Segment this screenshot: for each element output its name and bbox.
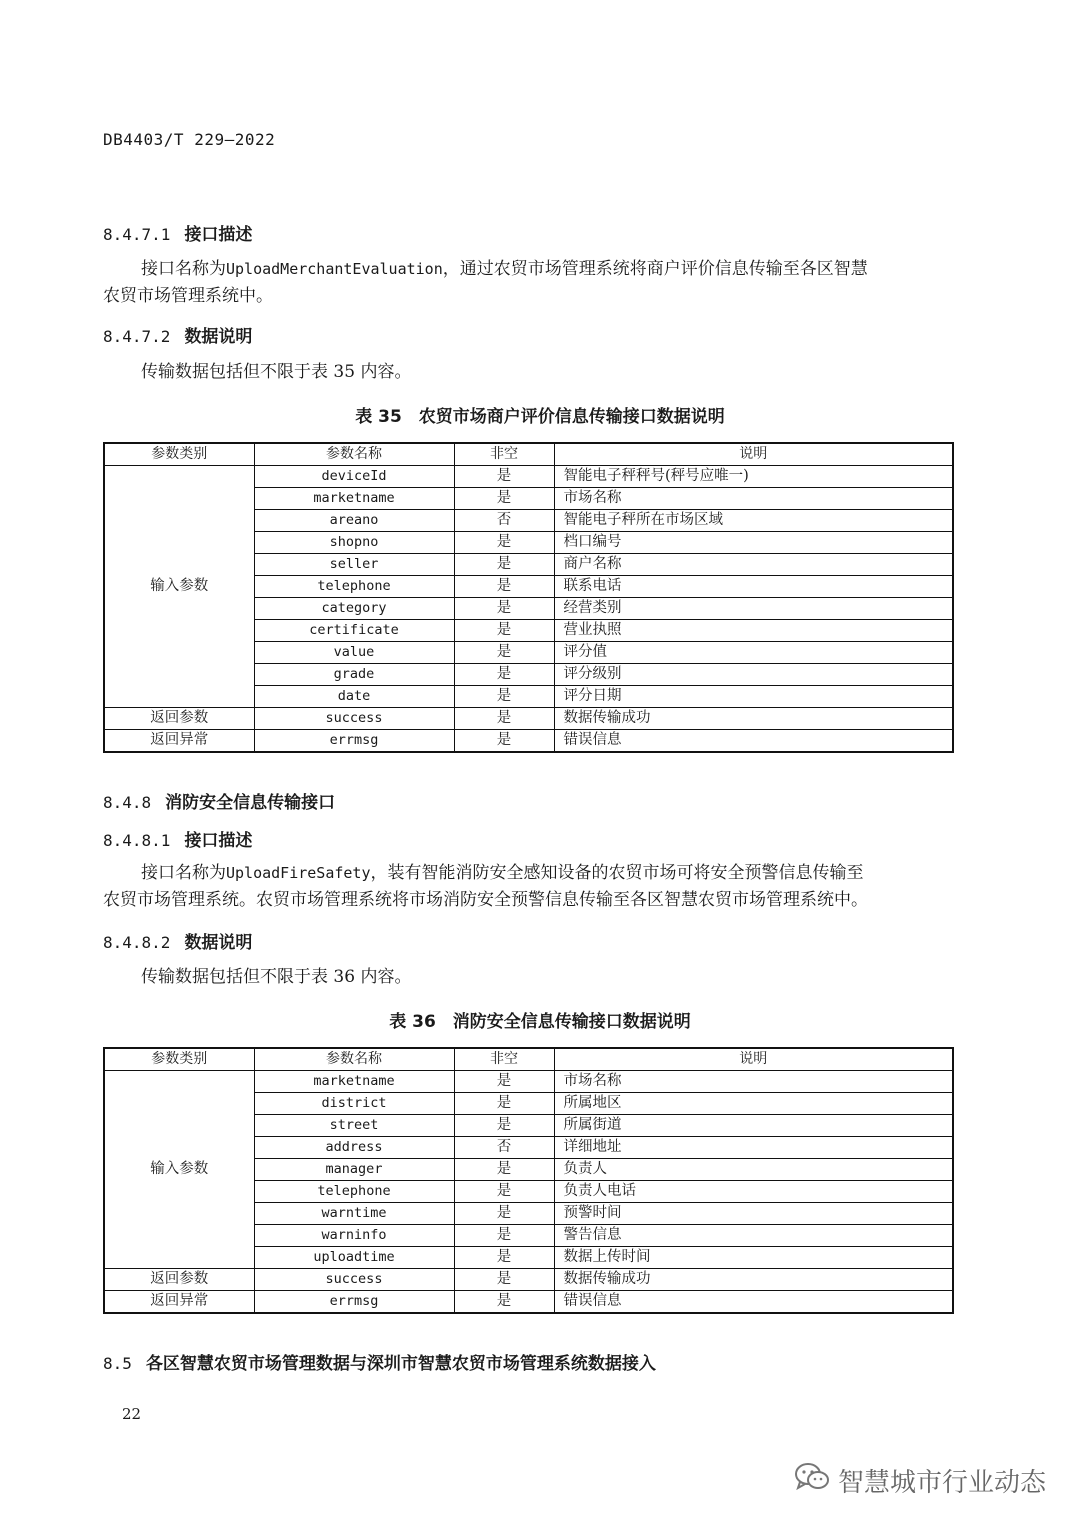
section-title: 接口描述: [184, 225, 253, 245]
section-title: 数据说明: [184, 933, 253, 953]
param-required: 是: [454, 532, 554, 554]
param-name: certificate: [254, 620, 454, 642]
param-required: 是: [454, 1071, 554, 1093]
param-name: warninfo: [254, 1225, 454, 1247]
param-description: 所属街道: [554, 1115, 953, 1137]
param-description: 负责人电话: [554, 1181, 953, 1203]
param-name: telephone: [254, 576, 454, 598]
section-number: 8.4.8.1: [103, 831, 171, 850]
text: ，装有智能消防安全感知设备的农贸市场可将安全预警信息传输至: [370, 863, 864, 883]
document-code: DB4403/T 229—2022: [103, 130, 276, 149]
param-required: 是: [454, 1247, 554, 1269]
param-required: 是: [454, 664, 554, 686]
param-name: errmsg: [254, 730, 454, 753]
param-name: manager: [254, 1159, 454, 1181]
param-name: marketname: [254, 488, 454, 510]
table-36-caption: 表 36 消防安全信息传输接口数据说明: [389, 1012, 691, 1032]
table-36: [103, 1047, 954, 1314]
table-35: [103, 442, 954, 753]
param-required: 是: [454, 1225, 554, 1247]
param-required: 是: [454, 466, 554, 488]
header-category: 参数类别: [104, 443, 254, 466]
param-name: errmsg: [254, 1291, 454, 1314]
param-name: district: [254, 1093, 454, 1115]
param-name: telephone: [254, 1181, 454, 1203]
section-number: 8.4.8.2: [103, 933, 171, 952]
section-8-4-8-heading: [103, 788, 335, 813]
param-name: success: [254, 708, 454, 730]
param-required: 是: [454, 554, 554, 576]
table-header-row: [104, 1048, 953, 1071]
param-required: 是: [454, 620, 554, 642]
param-name: street: [254, 1115, 454, 1137]
param-name: uploadtime: [254, 1247, 454, 1269]
table-row: [104, 1269, 953, 1291]
param-required: 是: [454, 598, 554, 620]
wechat-icon: [794, 1462, 830, 1499]
param-description: 数据传输成功: [554, 708, 953, 730]
api-name: UploadMerchantEvaluation: [226, 260, 443, 278]
param-required: 是: [454, 642, 554, 664]
interface-description-line-2: 农贸市场管理系统。农贸市场管理系统将市场消防安全预警信息传输至各区智慧农贸市场管理系统中。: [103, 890, 868, 910]
param-name: marketname: [254, 1071, 454, 1093]
section-8-4-7-1-heading: [103, 220, 252, 245]
param-required: 是: [454, 1115, 554, 1137]
section-number: 8.4.7.1: [103, 225, 171, 244]
param-description: 负责人: [554, 1159, 953, 1181]
param-name: success: [254, 1269, 454, 1291]
text: ，通过农贸市场管理系统将商户评价信息传输至各区智慧: [442, 259, 868, 279]
section-number: 8.4.8: [103, 793, 152, 812]
watermark-text: 智慧城市行业动态: [837, 1468, 1046, 1498]
header-description: 说明: [554, 1048, 953, 1071]
page-number: 22: [122, 1405, 142, 1423]
header-category: 参数类别: [104, 1048, 254, 1071]
param-name: value: [254, 642, 454, 664]
section-8-4-7-2-heading: [103, 322, 252, 347]
param-required: 是: [454, 488, 554, 510]
param-required: 是: [454, 730, 554, 753]
param-category: 返回参数: [104, 708, 254, 730]
header-required: 非空: [454, 443, 554, 466]
param-category: 返回参数: [104, 1269, 254, 1291]
data-description-text: 传输数据包括但不限于表 36 内容。: [141, 967, 412, 987]
param-category: 返回异常: [104, 1291, 254, 1314]
param-description: 市场名称: [554, 488, 953, 510]
param-required: 是: [454, 1203, 554, 1225]
param-description: 数据上传时间: [554, 1247, 953, 1269]
input-params-group: 输入参数: [104, 1071, 254, 1269]
interface-description-line-2: 农贸市场管理系统中。: [103, 286, 273, 306]
param-required: 是: [454, 1269, 554, 1291]
param-description: 联系电话: [554, 576, 953, 598]
table-35-caption: 表 35 农贸市场商户评价信息传输接口数据说明: [355, 407, 725, 427]
param-name: areano: [254, 510, 454, 532]
table-row: [104, 730, 953, 753]
param-required: 是: [454, 576, 554, 598]
param-description: 商户名称: [554, 554, 953, 576]
param-description: 经营类别: [554, 598, 953, 620]
param-required: 是: [454, 708, 554, 730]
param-description: 档口编号: [554, 532, 953, 554]
param-name: grade: [254, 664, 454, 686]
table-header-row: [104, 443, 953, 466]
param-required: 是: [454, 686, 554, 708]
param-description: 警告信息: [554, 1225, 953, 1247]
section-title: 接口描述: [184, 831, 253, 851]
param-category: 返回异常: [104, 730, 254, 753]
section-title: 消防安全信息传输接口: [165, 793, 336, 813]
header-name: 参数名称: [254, 1048, 454, 1071]
text: 接口名称为: [141, 863, 226, 883]
param-description: 错误信息: [554, 1291, 953, 1314]
api-name: UploadFireSafety: [226, 864, 371, 882]
param-description: 错误信息: [554, 730, 953, 753]
param-description: 市场名称: [554, 1071, 953, 1093]
section-title: 各区智慧农贸市场管理数据与深圳市智慧农贸市场管理系统数据接入: [145, 1354, 656, 1374]
param-required: 否: [454, 510, 554, 532]
param-name: warntime: [254, 1203, 454, 1225]
section-8-4-8-1-heading: [103, 826, 252, 851]
table-row: [104, 466, 953, 488]
param-required: 是: [454, 1093, 554, 1115]
param-description: 智能电子秤所在市场区域: [554, 510, 953, 532]
param-required: 否: [454, 1137, 554, 1159]
param-description: 详细地址: [554, 1137, 953, 1159]
header-description: 说明: [554, 443, 953, 466]
param-required: 是: [454, 1181, 554, 1203]
interface-description-line-1: [141, 256, 868, 283]
section-title: 数据说明: [184, 327, 253, 347]
text: 接口名称为: [141, 259, 226, 279]
param-description: 智能电子秤秤号(秤号应唯一): [554, 466, 953, 488]
param-description: 所属地区: [554, 1093, 953, 1115]
param-description: 预警时间: [554, 1203, 953, 1225]
header-name: 参数名称: [254, 443, 454, 466]
header-required: 非空: [454, 1048, 554, 1071]
param-name: date: [254, 686, 454, 708]
param-name: address: [254, 1137, 454, 1159]
param-description: 营业执照: [554, 620, 953, 642]
table-row: [104, 1291, 953, 1314]
watermark: [794, 1462, 1046, 1499]
param-required: 是: [454, 1291, 554, 1314]
table-row: [104, 708, 953, 730]
param-description: 数据传输成功: [554, 1269, 953, 1291]
param-required: 是: [454, 1159, 554, 1181]
param-description: 评分日期: [554, 686, 953, 708]
data-description-text: 传输数据包括但不限于表 35 内容。: [141, 362, 412, 382]
section-8-5-heading: [103, 1349, 656, 1374]
table-row: [104, 1071, 953, 1093]
section-number: 8.4.7.2: [103, 327, 171, 346]
param-description: 评分级别: [554, 664, 953, 686]
param-name: seller: [254, 554, 454, 576]
section-number: 8.5: [103, 1354, 132, 1373]
param-name: deviceId: [254, 466, 454, 488]
section-8-4-8-2-heading: [103, 928, 252, 953]
param-description: 评分值: [554, 642, 953, 664]
input-params-group: 输入参数: [104, 466, 254, 708]
param-name: category: [254, 598, 454, 620]
param-name: shopno: [254, 532, 454, 554]
interface-description-line-1: [141, 860, 864, 887]
